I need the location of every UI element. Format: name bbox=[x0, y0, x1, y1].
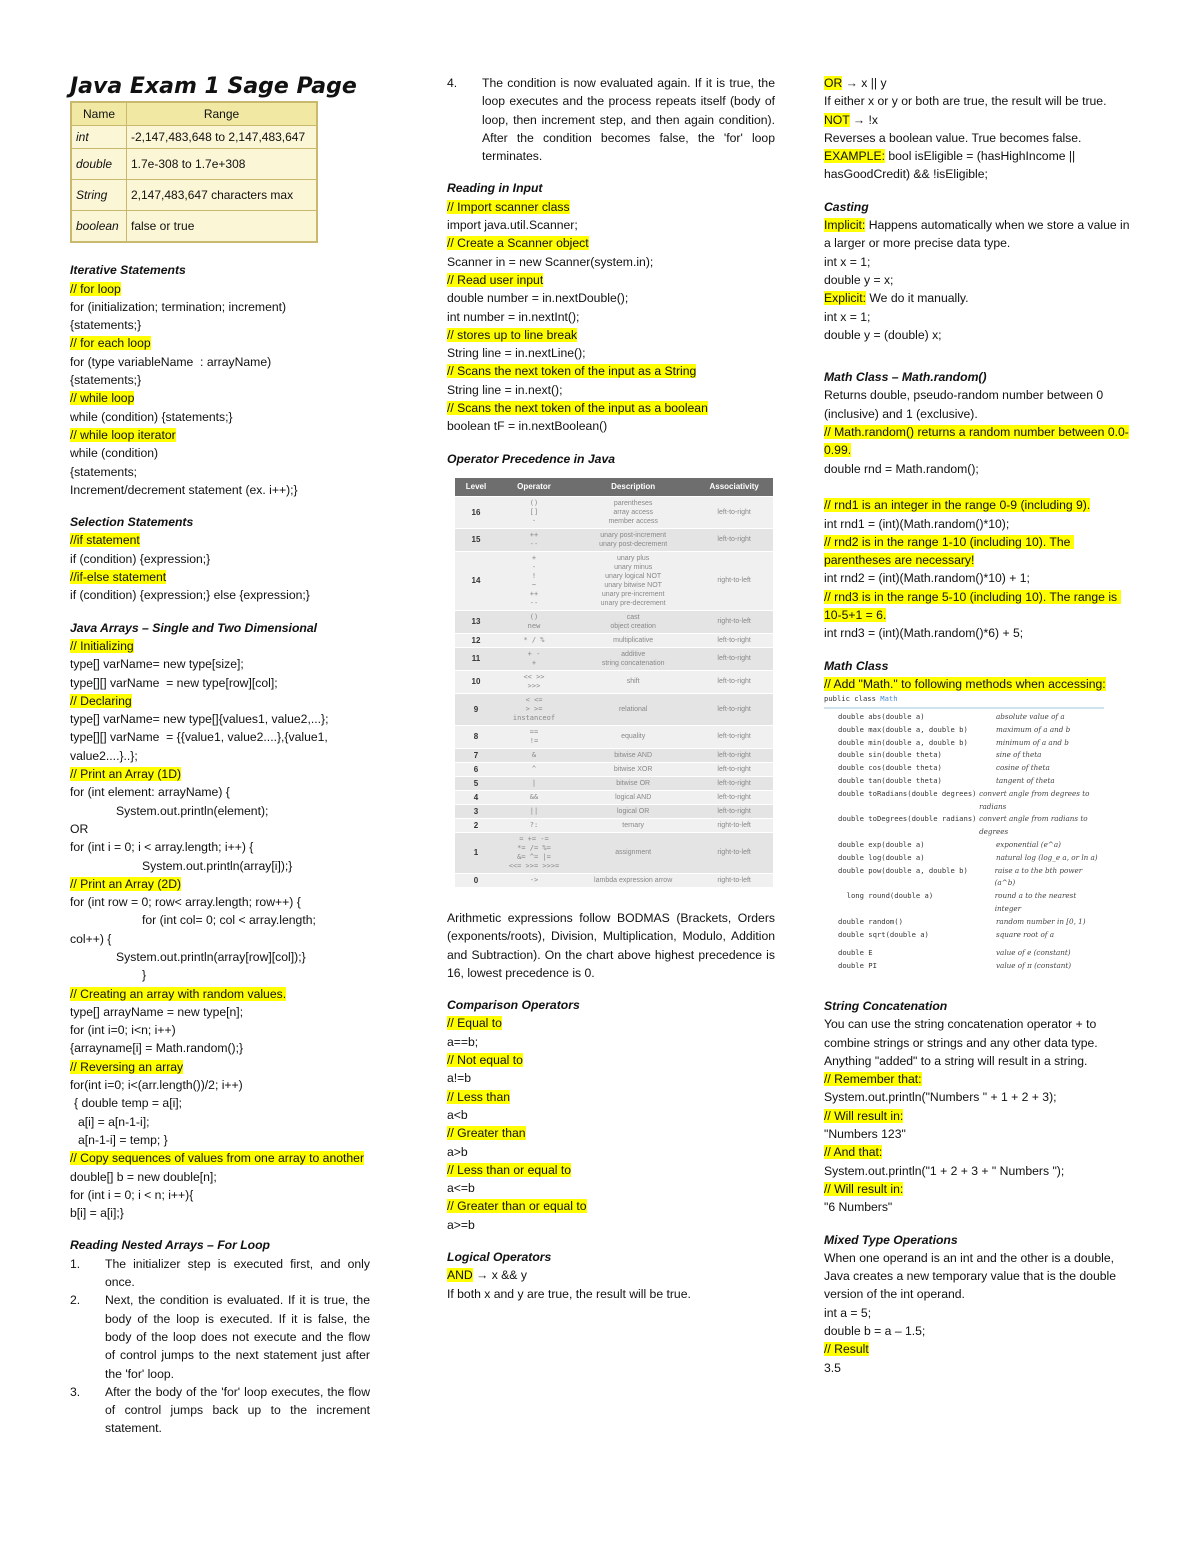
prec-cell-op: < <= > >= instanceof bbox=[497, 693, 571, 725]
iterative-line: // for each loop bbox=[70, 336, 151, 351]
logical-heading: Logical Operators bbox=[447, 1249, 552, 1264]
arrays-section bbox=[70, 637, 370, 1223]
iterative-line: {statements;} bbox=[70, 318, 142, 333]
arrays-line: System.out.println(element); bbox=[116, 803, 269, 818]
mathrandom-section bbox=[824, 386, 1134, 642]
prec-cell-assoc: left-to-right bbox=[695, 528, 773, 551]
table-row bbox=[455, 670, 773, 693]
type-range-table bbox=[70, 101, 318, 243]
prec-header: Level bbox=[455, 478, 497, 497]
prec-cell-desc: relational bbox=[571, 693, 695, 725]
mixed-line: double b = a – 1.5; bbox=[824, 1323, 926, 1338]
list-item: 2. Next, the condition is evaluated. If it is true, the body of the loop is executed. If it is false, the body of the loop does not execute and the flow of control jumps to the next statement just after the 'for' loop. bbox=[70, 1293, 370, 1381]
table-row bbox=[455, 633, 773, 647]
prec-cell-level: 2 bbox=[455, 818, 497, 832]
prec-cell-desc: logical AND bbox=[571, 790, 695, 804]
selection-section bbox=[70, 531, 370, 604]
iterative-line: for (initialization; termination; increment) bbox=[70, 299, 287, 314]
comparison-line: // Equal to bbox=[447, 1016, 502, 1031]
arrays-line: for (int element: arrayName) { bbox=[70, 785, 230, 800]
prec-cell-desc: ternary bbox=[571, 818, 695, 832]
prec-cell-op: * / % bbox=[497, 633, 571, 647]
math-method-row: double tan(double theta) tangent of theta bbox=[838, 775, 1055, 785]
prec-header: Description bbox=[571, 478, 695, 497]
comparison-line: a>=b bbox=[447, 1217, 475, 1232]
prec-cell-op: ++ -- bbox=[497, 528, 571, 551]
table-row bbox=[455, 776, 773, 790]
prec-cell-op: + - ! ~ ++ -- bbox=[497, 551, 571, 610]
concat-line: // And that: bbox=[824, 1145, 883, 1160]
concat-line: System.out.println("Numbers " + 1 + 2 + 3); bbox=[824, 1090, 1057, 1105]
casting-line: double y = x; bbox=[824, 272, 894, 287]
prec-cell-op: || bbox=[497, 804, 571, 818]
math-method-row: double log(double a) natural log (log_e a, or ln a) bbox=[838, 852, 1098, 862]
prec-cell-op: == != bbox=[497, 725, 571, 748]
table-row bbox=[455, 528, 773, 551]
prec-cell-desc: lambda expression arrow bbox=[571, 873, 695, 887]
comparison-line: a<=b bbox=[447, 1181, 475, 1196]
arrays-line: a[i] = a[n-1-i]; bbox=[78, 1114, 150, 1129]
prec-cell-op: && bbox=[497, 790, 571, 804]
prec-header: Associativity bbox=[695, 478, 773, 497]
iterative-line: // while loop bbox=[70, 391, 135, 406]
casting-line: int x = 1; bbox=[824, 254, 871, 269]
iterative-section bbox=[70, 280, 370, 500]
arrays-line: // Initializing bbox=[70, 638, 134, 653]
mathclass-note: // Add "Math." to following methods when accessing: bbox=[824, 676, 1106, 691]
iterative-line: while (condition) {statements;} bbox=[70, 409, 233, 424]
logical-line: OR → x || y bbox=[824, 76, 887, 90]
prec-cell-op: () new bbox=[497, 610, 571, 633]
prec-cell-assoc: right-to-left bbox=[695, 818, 773, 832]
range-type: int bbox=[71, 126, 127, 149]
prec-cell-assoc: left-to-right bbox=[695, 748, 773, 762]
prec-cell-level: 7 bbox=[455, 748, 497, 762]
input-line: String line = in.nextLine(); bbox=[447, 346, 586, 361]
casting-line: Implicit: Happens automatically when we store a value in a larger or more precise data type. bbox=[824, 218, 1133, 251]
concat-section bbox=[824, 1015, 1134, 1216]
prec-cell-level: 6 bbox=[455, 762, 497, 776]
column-1 bbox=[70, 74, 370, 1438]
comparison-heading: Comparison Operators bbox=[447, 998, 580, 1013]
prec-cell-assoc: left-to-right bbox=[695, 496, 773, 528]
range-value: false or true bbox=[127, 211, 318, 243]
math-method-row: double sin(double theta) sine of theta bbox=[838, 750, 1042, 760]
math-method-row: double exp(double a) exponential (e^a) bbox=[838, 839, 1061, 849]
selection-line: //if statement bbox=[70, 533, 140, 548]
input-section bbox=[447, 198, 775, 436]
prec-cell-assoc: left-to-right bbox=[695, 790, 773, 804]
table-row bbox=[455, 693, 773, 725]
table-row bbox=[455, 818, 773, 832]
nested-heading: Reading Nested Arrays – For Loop bbox=[70, 1238, 271, 1253]
arrays-line: {arrayname[i] = Math.random();} bbox=[70, 1041, 244, 1056]
math-class-header: public class Math bbox=[824, 693, 1104, 709]
prec-cell-desc: assignment bbox=[571, 832, 695, 873]
logical-line: EXAMPLE: bool isEligible = (hasHighIncome || hasGoodCredit) && !isEligible; bbox=[824, 149, 1079, 182]
range-header-range: Range bbox=[127, 102, 318, 126]
logical-line: NOT → !x bbox=[824, 112, 878, 127]
mixed-line: // Result bbox=[824, 1342, 869, 1357]
table-row bbox=[455, 762, 773, 776]
mathrandom-line: double rnd = Math.random(); bbox=[824, 461, 979, 476]
mathrandom-heading: Math Class – Math.random() bbox=[824, 370, 987, 385]
casting-section bbox=[824, 216, 1134, 344]
prec-cell-desc: unary plus unary minus unary logical NOT unary bitwise NOT unary pre-increment unary pre-decrement bbox=[571, 551, 695, 610]
iterative-line: {statements;} bbox=[70, 373, 142, 388]
prec-cell-desc: cast object creation bbox=[571, 610, 695, 633]
prec-cell-level: 15 bbox=[455, 528, 497, 551]
prec-cell-level: 4 bbox=[455, 790, 497, 804]
prec-header: Operator bbox=[497, 478, 571, 497]
prec-cell-assoc: left-to-right bbox=[695, 776, 773, 790]
prec-cell-level: 3 bbox=[455, 804, 497, 818]
precedence-table bbox=[455, 478, 773, 887]
prec-cell-desc: unary post-increment unary post-decrement bbox=[571, 528, 695, 551]
iterative-heading: Iterative Statements bbox=[70, 263, 186, 278]
arrays-line: // Copy sequences of values from one array to another bbox=[70, 1151, 365, 1166]
input-heading: Reading in Input bbox=[447, 181, 543, 196]
precedence-heading: Operator Precedence in Java bbox=[447, 451, 616, 466]
prec-cell-assoc: left-to-right bbox=[695, 762, 773, 776]
prec-cell-assoc: left-to-right bbox=[695, 633, 773, 647]
concat-line: You can use the string concatenation operator + to combine strings or strings and any other data type. Anything "added" to a string will result in a string. bbox=[824, 1017, 1101, 1068]
input-line: Scanner in = new Scanner(system.in); bbox=[447, 254, 654, 269]
concat-line: "6 Numbers" bbox=[824, 1200, 893, 1215]
arrays-line: for (int row = 0; row< array.length; row++) { bbox=[70, 895, 301, 910]
mathrandom-line: // rnd1 is an integer in the range 0-9 (including 9). bbox=[824, 498, 1091, 513]
input-line: int number = in.nextInt(); bbox=[447, 309, 580, 324]
math-methods-table bbox=[824, 693, 1104, 973]
prec-cell-level: 10 bbox=[455, 670, 497, 693]
input-line: // Read user input bbox=[447, 272, 544, 287]
prec-cell-op: -> bbox=[497, 873, 571, 887]
arrays-line: System.out.println(array[row][col]);} bbox=[116, 949, 306, 964]
comparison-line: a>b bbox=[447, 1144, 468, 1159]
table-row bbox=[455, 804, 773, 818]
math-method-row: double pow(double a, double b) raise a to the bth power (a^b) bbox=[838, 865, 1083, 888]
prec-cell-assoc: left-to-right bbox=[695, 725, 773, 748]
arrays-line: type[][] varName = {{value1, value2....},{value1, bbox=[70, 730, 328, 745]
prec-cell-level: 0 bbox=[455, 873, 497, 887]
prec-cell-assoc: right-to-left bbox=[695, 551, 773, 610]
nested-steps-list-b bbox=[447, 74, 775, 165]
table-row bbox=[455, 748, 773, 762]
input-line: boolean tF = in.nextBoolean() bbox=[447, 419, 608, 434]
table-row bbox=[455, 832, 773, 873]
prec-cell-op: + - + bbox=[497, 647, 571, 670]
logical-line: If both x and y are true, the result will be true. bbox=[447, 1286, 691, 1301]
range-value: -2,147,483,648 to 2,147,483,647 bbox=[127, 126, 318, 149]
prec-cell-level: 16 bbox=[455, 496, 497, 528]
arrays-line: type[][] varName = new type[row][col]; bbox=[70, 675, 278, 690]
arrays-heading: Java Arrays – Single and Two Dimensional bbox=[70, 620, 317, 635]
arrays-line: for (int i=0; i<n; i++) bbox=[70, 1023, 176, 1038]
prec-cell-op: | bbox=[497, 776, 571, 790]
mixed-line: int a = 5; bbox=[824, 1305, 872, 1320]
comparison-line: a==b; bbox=[447, 1034, 479, 1049]
prec-cell-op: ?: bbox=[497, 818, 571, 832]
math-method-row: double min(double a, double b) minimum of a and b bbox=[838, 737, 1069, 747]
mathrandom-line: int rnd2 = (int)(Math.random()*10) + 1; bbox=[824, 571, 1030, 586]
logical-line: If either x or y or both are true, the result will be true. bbox=[824, 94, 1107, 109]
arrays-line: type[] varName= new type[]{values1, value2,...}; bbox=[70, 712, 329, 727]
comparison-line: // Greater than bbox=[447, 1126, 526, 1141]
arrays-line: for (int col= 0; col < array.length; bbox=[142, 913, 316, 928]
mixed-line: When one operand is an int and the other is a double, Java creates a new temporary value that is the double version of the int operand. bbox=[824, 1250, 1120, 1302]
selection-line: if (condition) {expression;} else {expression;} bbox=[70, 588, 310, 603]
table-row bbox=[455, 610, 773, 633]
iterative-line: Increment/decrement statement (ex. i++);} bbox=[70, 482, 298, 497]
iterative-line: {statements; bbox=[70, 464, 138, 479]
mathrandom-line: // rnd3 is in the range 5-10 (including 10). The range is 10-5+1 = 6. bbox=[824, 589, 1121, 623]
column-3 bbox=[824, 74, 1134, 1377]
logical-line: Reverses a boolean value. True becomes false. bbox=[824, 130, 1082, 145]
math-method-row: long round(double a) round a to the nearest integer bbox=[838, 891, 1077, 913]
input-line: // Scans the next token of the input as a String bbox=[447, 364, 697, 379]
math-method-row: double abs(double a) absolute value of a bbox=[838, 712, 1065, 721]
range-type: boolean bbox=[71, 211, 127, 243]
range-value: 1.7e-308 to 1.7e+308 bbox=[127, 149, 318, 180]
mixed-line: 3.5 bbox=[824, 1360, 841, 1375]
prec-cell-desc: bitwise AND bbox=[571, 748, 695, 762]
casting-line: int x = 1; bbox=[824, 309, 871, 324]
mixed-heading: Mixed Type Operations bbox=[824, 1232, 958, 1247]
prec-cell-assoc: left-to-right bbox=[695, 804, 773, 818]
prec-cell-level: 5 bbox=[455, 776, 497, 790]
comparison-line: a!=b bbox=[447, 1071, 472, 1086]
prec-cell-op: () [] · bbox=[497, 496, 571, 528]
iterative-line: while (condition) bbox=[70, 446, 159, 461]
prec-cell-level: 8 bbox=[455, 725, 497, 748]
nested-steps-list-a bbox=[70, 1255, 370, 1438]
prec-cell-desc: shift bbox=[571, 670, 695, 693]
prec-cell-assoc: left-to-right bbox=[695, 647, 773, 670]
range-value: 2,147,483,647 characters max bbox=[127, 180, 318, 211]
arrays-line: for (int i = 0; i < n; i++){ bbox=[70, 1187, 194, 1202]
math-method-row: double cos(double theta) cosine of theta bbox=[838, 763, 1050, 773]
math-method-row: double sqrt(double a) square root of a bbox=[838, 929, 1054, 939]
mathrandom-line: // Math.random() returns a random number between 0.0-0.99. bbox=[824, 425, 1129, 458]
prec-cell-level: 12 bbox=[455, 633, 497, 647]
prec-cell-assoc: right-to-left bbox=[695, 832, 773, 873]
prec-cell-desc: bitwise OR bbox=[571, 776, 695, 790]
arrays-line: for (int i = 0; i < array.length; i++) { bbox=[70, 840, 254, 855]
mathrandom-line bbox=[824, 478, 1134, 496]
concat-line: "Numbers 123" bbox=[824, 1127, 906, 1142]
concat-line: // Remember that: bbox=[824, 1072, 922, 1087]
arrays-line: } bbox=[142, 968, 147, 983]
prec-cell-assoc: left-to-right bbox=[695, 693, 773, 725]
table-row bbox=[455, 790, 773, 804]
prec-cell-op: & bbox=[497, 748, 571, 762]
arrays-line: // Reversing an array bbox=[70, 1059, 184, 1074]
prec-cell-assoc: right-to-left bbox=[695, 873, 773, 887]
iterative-line: // while loop iterator bbox=[70, 427, 176, 442]
arrays-line: value2....}..}; bbox=[70, 748, 138, 763]
prec-cell-desc: bitwise XOR bbox=[571, 762, 695, 776]
input-line: // Scans the next token of the input as a boolean bbox=[447, 401, 708, 416]
arrays-line: type[] arrayName = new type[n]; bbox=[70, 1004, 244, 1019]
list-item: 1. The initializer step is executed first, and only once. bbox=[70, 1256, 370, 1290]
bodmas-text: Arithmetic expressions follow BODMAS (Brackets, Orders (exponents/roots), Division, Multiplication, Modulo, Addition and Subtraction). On the chart above highest precedence is 16, lowest precedence is 0. bbox=[447, 910, 779, 980]
comparison-line: // Less than bbox=[447, 1089, 511, 1104]
input-line: double number = in.nextDouble(); bbox=[447, 291, 629, 306]
arrays-line: // Print an Array (1D) bbox=[70, 767, 182, 782]
prec-cell-assoc: right-to-left bbox=[695, 610, 773, 633]
mathclass-heading: Math Class bbox=[824, 658, 889, 673]
mathrandom-line: int rnd1 = (int)(Math.random()*10); bbox=[824, 516, 1010, 531]
logical-section-b bbox=[824, 74, 1134, 184]
prec-cell-level: 9 bbox=[455, 693, 497, 725]
input-line: // stores up to line break bbox=[447, 327, 578, 342]
comparison-line: // Less than or equal to bbox=[447, 1162, 571, 1177]
mixed-section bbox=[824, 1249, 1134, 1377]
mathrandom-line: Returns double, pseudo-random number between 0 (inclusive) and 1 (exclusive). bbox=[824, 388, 1107, 421]
math-method-row: double toRadians(double degrees) convert angle from degrees to radians bbox=[838, 788, 1090, 811]
math-method-row: double max(double a, double b) maximum of a and b bbox=[838, 724, 1071, 734]
prec-cell-op: = += -= *= /= %= &= ^= |= <<= >>= >>>= bbox=[497, 832, 571, 873]
range-type: String bbox=[71, 180, 127, 211]
list-item: 4. The condition is now evaluated again. If it is true, the loop executes and the process repeats itself (body of loop, then increment step, and then again condition). After the condition becomes false, the 'for' loop terminates. bbox=[447, 76, 775, 164]
selection-line: if (condition) {expression;} bbox=[70, 551, 211, 566]
math-method-row: double E value of e (constant) bbox=[838, 948, 1071, 958]
range-header-name: Name bbox=[71, 102, 127, 126]
mathrandom-line: // rnd2 is in the range 1-10 (including 10). The parentheses are necessary! bbox=[824, 534, 1074, 568]
prec-cell-level: 1 bbox=[455, 832, 497, 873]
input-line: import java.util.Scanner; bbox=[447, 218, 578, 233]
prec-cell-level: 11 bbox=[455, 647, 497, 670]
arrays-line: b[i] = a[i];} bbox=[70, 1206, 124, 1221]
column-2 bbox=[447, 74, 779, 1303]
arrays-line: double[] b = new double[n]; bbox=[70, 1169, 217, 1184]
comparison-section bbox=[447, 1014, 775, 1234]
arrays-line: { double temp = a[i]; bbox=[74, 1096, 183, 1111]
arrays-line: col++) { bbox=[70, 931, 112, 946]
iterative-line: for (type variableName : arrayName) bbox=[70, 354, 272, 369]
prec-cell-desc: equality bbox=[571, 725, 695, 748]
table-row bbox=[455, 725, 773, 748]
input-line: String line = in.next(); bbox=[447, 382, 563, 397]
table-row bbox=[455, 647, 773, 670]
prec-cell-desc: parentheses array access member access bbox=[571, 496, 695, 528]
prec-cell-op: << >> >>> bbox=[497, 670, 571, 693]
comparison-line: a<b bbox=[447, 1107, 468, 1122]
casting-line: Explicit: We do it manually. bbox=[824, 291, 969, 306]
comparison-line: // Greater than or equal to bbox=[447, 1199, 587, 1214]
input-line: // Create a Scanner object bbox=[447, 236, 589, 251]
arrays-line: // Creating an array with random values. bbox=[70, 986, 287, 1001]
arrays-line: OR bbox=[70, 821, 89, 836]
list-item: 3. After the body of the 'for' loop executes, the flow of control jumps back up to the increment statement. bbox=[70, 1384, 370, 1436]
table-row bbox=[455, 496, 773, 528]
arrays-line: type[] varName= new type[size]; bbox=[70, 657, 244, 672]
prec-cell-assoc: left-to-right bbox=[695, 670, 773, 693]
casting-line: double y = (double) x; bbox=[824, 327, 942, 342]
arrays-line: a[n-1-i] = temp; } bbox=[78, 1132, 168, 1147]
prec-cell-op: ^ bbox=[497, 762, 571, 776]
prec-cell-desc: additive string concatenation bbox=[571, 647, 695, 670]
arrays-line: System.out.println(array[i]);} bbox=[142, 858, 293, 873]
table-row bbox=[455, 551, 773, 610]
math-method-row: double random() random number in [0, 1) bbox=[838, 916, 1086, 926]
prec-cell-desc: logical OR bbox=[571, 804, 695, 818]
concat-line: // Will result in: bbox=[824, 1108, 904, 1123]
math-method-row: double toDegrees(double radians) convert angle from radians to degrees bbox=[838, 814, 1088, 837]
table-row bbox=[455, 873, 773, 887]
arrays-line: // Declaring bbox=[70, 693, 132, 708]
concat-heading: String Concatenation bbox=[824, 998, 948, 1013]
concat-line: System.out.println("1 + 2 + 3 + " Numbers "); bbox=[824, 1163, 1065, 1178]
prec-cell-level: 14 bbox=[455, 551, 497, 610]
arrays-line: for(int i=0; i<(arr.length())/2; i++) bbox=[70, 1078, 243, 1093]
input-line: // Import scanner class bbox=[447, 199, 570, 214]
selection-heading: Selection Statements bbox=[70, 515, 194, 530]
prec-cell-desc: multiplicative bbox=[571, 633, 695, 647]
selection-line: //if-else statement bbox=[70, 570, 167, 585]
casting-heading: Casting bbox=[824, 199, 869, 214]
comparison-line: // Not equal to bbox=[447, 1053, 523, 1068]
mathrandom-line: int rnd3 = (int)(Math.random()*6) + 5; bbox=[824, 626, 1024, 641]
math-method-row: double PI value of π (constant) bbox=[838, 961, 1072, 971]
range-type: double bbox=[71, 149, 127, 180]
logical-line: AND → x && y bbox=[447, 1268, 527, 1283]
prec-cell-level: 13 bbox=[455, 610, 497, 633]
concat-line: // Will result in: bbox=[824, 1181, 904, 1196]
page-title: Java Exam 1 Sage Page bbox=[70, 74, 357, 99]
arrays-line: // Print an Array (2D) bbox=[70, 876, 182, 891]
logical-section-a bbox=[447, 1266, 775, 1303]
iterative-line: // for loop bbox=[70, 281, 121, 296]
